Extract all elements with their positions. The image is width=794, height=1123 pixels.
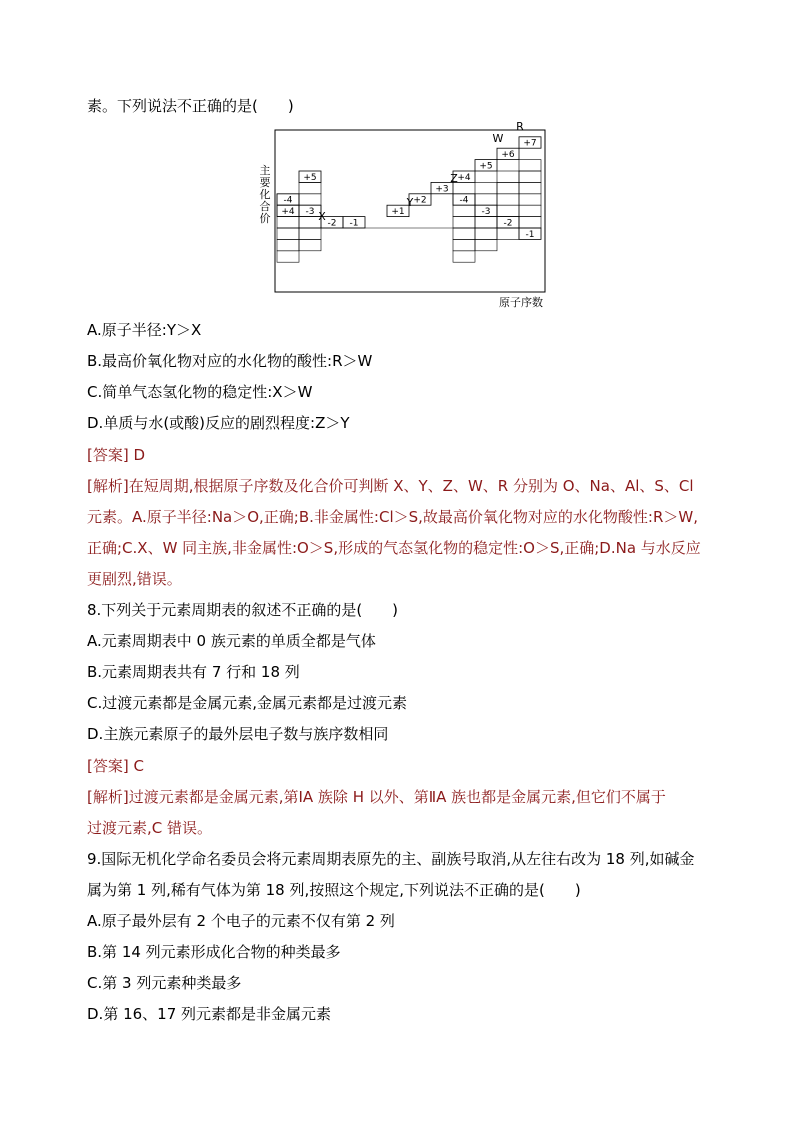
- grid-cell: [299, 228, 321, 239]
- valence-label: +4: [457, 172, 471, 183]
- grid-cell: [497, 228, 519, 239]
- valence-label: -4: [459, 195, 469, 206]
- q8-option-a: A.元素周期表中 0 族元素的单质全都是气体: [87, 632, 376, 650]
- valence-vs-atomic-number-figure: [255, 120, 555, 312]
- q8-option-b: B.元素周期表共有 7 行和 18 列: [87, 663, 300, 681]
- valence-label: -3: [305, 207, 315, 218]
- grid-cell: [453, 217, 475, 228]
- grid-cell: [497, 205, 519, 216]
- valence-label: +5: [479, 161, 493, 172]
- valence-label: +7: [523, 138, 537, 149]
- grid-cell: [299, 182, 321, 193]
- grid-cell: [475, 217, 497, 228]
- q9-option-b: B.第 14 列元素形成化合物的种类最多: [87, 943, 341, 961]
- grid-cell: [519, 205, 541, 216]
- grid-cell: [475, 194, 497, 205]
- grid-cell: [519, 217, 541, 228]
- element-label: R: [516, 120, 524, 133]
- valence-label: +3: [435, 184, 449, 195]
- y-axis-label-char: 价: [259, 212, 271, 225]
- q9-stem-line-1: 9.国际无机化学命名委员会将元素周期表原先的主、副族号取消,从左往右改为 18 列,如碱金: [87, 850, 695, 868]
- grid-cell: [277, 228, 299, 239]
- grid-cell: [453, 251, 475, 262]
- q8-stem: 8.下列关于元素周期表的叙述不正确的是( ): [87, 601, 399, 619]
- grid-cell: [519, 160, 541, 171]
- valence-label: -1: [525, 229, 535, 240]
- q7-option-b: B.最高价氧化物对应的水化物的酸性:R＞W: [87, 352, 373, 370]
- grid-cell: [453, 239, 475, 250]
- grid-cell: [299, 194, 321, 205]
- valence-label: -2: [327, 218, 337, 229]
- valence-label: -1: [349, 218, 359, 229]
- valence-label: +4: [281, 207, 295, 218]
- q7-analysis-line-4: 更剧烈,错误。: [87, 570, 182, 588]
- q7-analysis-line-3: 正确;C.X、W 同主族,非金属性:O＞S,形成的气态氢化物的稳定性:O＞S,正确;D.Na 与水反应: [87, 539, 701, 557]
- grid-cell: [277, 239, 299, 250]
- element-label: Y: [406, 196, 414, 209]
- y-axis-label-char: 化: [259, 188, 271, 201]
- grid-cell: [519, 182, 541, 193]
- q7-stem: 素。下列说法不正确的是( ): [87, 97, 294, 115]
- q9-option-d: D.第 16、17 列元素都是非金属元素: [87, 1005, 332, 1023]
- element-label: X: [318, 210, 326, 223]
- grid-cell: [277, 251, 299, 262]
- valence-label: +2: [413, 195, 427, 206]
- grid-cell: [453, 205, 475, 216]
- q9-option-c: C.第 3 列元素种类最多: [87, 974, 242, 992]
- grid-cell: [277, 217, 299, 228]
- q8-analysis-line-2: 过渡元素,C 错误。: [87, 819, 213, 837]
- y-axis-label-char: 合: [259, 200, 271, 213]
- x-axis-label: 原子序数: [499, 296, 543, 309]
- q7-analysis-line-2: 元素。A.原子半径:Na＞O,正确;B.非金属性:Cl＞S,故最高价氧化物对应的水化物酸性:R＞W,: [87, 508, 698, 526]
- q9-stem-line-2: 属为第 1 列,稀有气体为第 18 列,按照这个规定,下列说法不正确的是( ): [87, 881, 581, 899]
- grid-cell: [497, 182, 519, 193]
- grid-cell: [453, 228, 475, 239]
- valence-label: +5: [303, 172, 317, 183]
- grid-cell: [475, 239, 497, 250]
- grid-cell: [519, 194, 541, 205]
- q7-option-c: C.简单气态氢化物的稳定性:X＞W: [87, 383, 313, 401]
- valence-label: +1: [391, 207, 405, 218]
- grid-cell: [299, 239, 321, 250]
- grid-cell: [497, 171, 519, 182]
- grid-cell: [519, 171, 541, 182]
- valence-label: -2: [503, 218, 513, 229]
- y-axis-label-char: 要: [259, 176, 271, 189]
- element-label: Z: [450, 172, 458, 185]
- grid-cell: [475, 228, 497, 239]
- grid-cell: [497, 194, 519, 205]
- q8-analysis-line-1: [解析]过渡元素都是金属元素,第ⅠA 族除 H 以外、第ⅡA 族也都是金属元素,但它们不属于: [87, 788, 666, 806]
- q7-answer: [答案] D: [87, 446, 146, 464]
- q8-option-d: D.主族元素原子的最外层电子数与族序数相同: [87, 725, 389, 743]
- q9-option-a: A.原子最外层有 2 个电子的元素不仅有第 2 列: [87, 912, 395, 930]
- y-axis-label-char: 主: [259, 164, 271, 177]
- grid-cell: [475, 182, 497, 193]
- q7-option-d: D.单质与水(或酸)反应的剧烈程度:Z＞Y: [87, 414, 350, 432]
- q8-answer: [答案] C: [87, 757, 144, 775]
- valence-label: -4: [283, 195, 293, 206]
- q7-option-a: A.原子半径:Y＞X: [87, 321, 202, 339]
- q7-analysis-line-1: [解析]在短周期,根据原子序数及化合价可判断 X、Y、Z、W、R 分别为 O、Na、Al、S、Cl: [87, 477, 694, 495]
- element-label: W: [492, 132, 504, 145]
- valence-label: +6: [501, 150, 515, 161]
- valence-label: -3: [481, 207, 491, 218]
- q8-option-c: C.过渡元素都是金属元素,金属元素都是过渡元素: [87, 694, 408, 712]
